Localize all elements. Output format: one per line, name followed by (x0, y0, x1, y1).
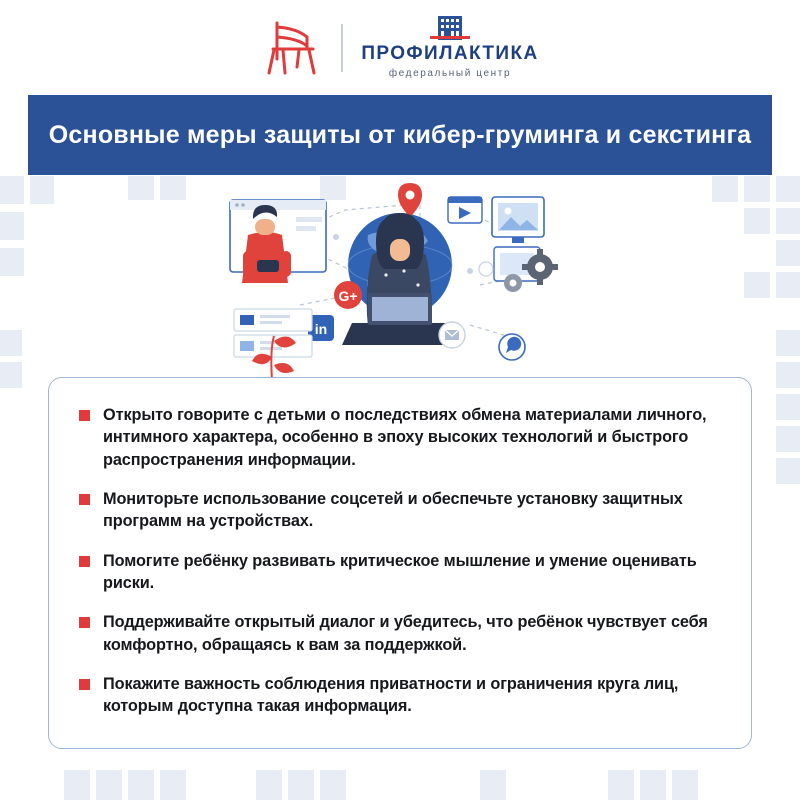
bg-square (776, 394, 800, 420)
list-item (79, 673, 721, 718)
google-plus-icon (334, 281, 362, 309)
bg-square (776, 458, 800, 484)
logo-text-block (361, 16, 538, 79)
svg-text:in: in (314, 321, 328, 337)
list-item-text: Открыто говорите с детьми о последствиях обмена материалами личного, интимного характера, особенно в эпоху высоких технологий и быстрого распространения информации. (103, 406, 707, 469)
building-emblem-icon (424, 16, 476, 40)
whatsapp-icon (499, 334, 525, 360)
bg-square (640, 770, 666, 800)
list-item-text: Покажите важность соблюдения приватности и ограничения круга лиц, которым доступна такая информация. (103, 674, 679, 716)
bg-square (64, 770, 90, 800)
bg-square (672, 770, 698, 800)
bg-square (320, 770, 346, 800)
chair-icon (261, 19, 323, 77)
bullet-square-icon (79, 494, 90, 505)
list-item (79, 488, 721, 533)
bg-square (288, 770, 314, 800)
location-pin-icon (398, 183, 422, 217)
bg-square (256, 770, 282, 800)
recommendations-card (48, 377, 752, 749)
bg-square (608, 770, 634, 800)
bg-square (96, 770, 122, 800)
list-item-text: Мониторьте использование соцсетей и обеспечьте установку защитных программ на устройствах. (103, 489, 683, 531)
list-item (79, 404, 721, 471)
title-band (28, 95, 772, 175)
logo-title: ПРОФИЛАКТИКА (361, 43, 539, 64)
bg-square (480, 770, 506, 800)
bullet-list (79, 404, 721, 717)
cyber-safety-illustration (0, 175, 800, 380)
bullet-square-icon (79, 617, 90, 628)
bg-square (160, 770, 186, 800)
bg-square (128, 770, 154, 800)
logo-subtitle: федеральный центр (388, 68, 512, 79)
list-item (79, 550, 721, 595)
bullet-square-icon (79, 410, 90, 421)
page-title: Основные меры защиты от кибер-груминга и секстинга (48, 120, 752, 149)
logo-bar (0, 0, 800, 95)
content-card-icon (234, 309, 312, 357)
list-item-text: Поддерживайте открытый диалог и убедитесь, что ребёнок чувствует себя комфортно, обращаясь к вам за поддержкой. (103, 613, 708, 654)
play-video-icon (448, 197, 482, 223)
mail-icon (439, 322, 465, 348)
svg-text:G+: G+ (338, 288, 358, 304)
list-item-text: Помогите ребёнку развивать критическое мышление и умение оценивать риски. (103, 551, 697, 592)
bg-square (776, 426, 800, 452)
bullet-square-icon (79, 679, 90, 690)
image-icon (492, 197, 544, 243)
list-item (79, 611, 721, 656)
bullet-square-icon (79, 556, 90, 567)
logo-divider (341, 24, 343, 72)
